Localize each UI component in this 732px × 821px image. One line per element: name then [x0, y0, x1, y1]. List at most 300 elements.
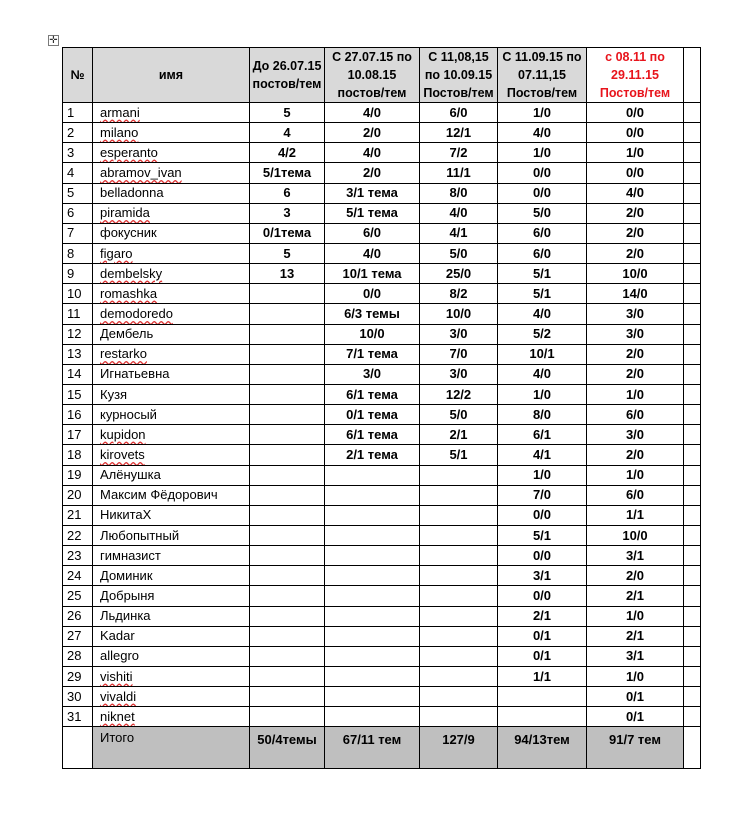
user-name: [93, 666, 250, 686]
period-5-value: 2/0: [587, 243, 684, 263]
table-row: [63, 465, 701, 485]
table-row: [63, 103, 701, 123]
period-5-value: 0/1: [587, 707, 684, 727]
total-period-4: 94/13тем: [498, 727, 587, 769]
period-4-value: 4/1: [498, 445, 587, 465]
user-name: [93, 707, 250, 727]
total-row: [63, 727, 701, 769]
period-4-value: 10/1: [498, 344, 587, 364]
row-number: 15: [63, 384, 93, 404]
period-2-value: 2/0: [325, 123, 420, 143]
extra-cell: [684, 465, 701, 485]
period-1-value: [250, 425, 325, 445]
period-3-value: 6/0: [420, 103, 498, 123]
period-5-value: 2/0: [587, 445, 684, 465]
period-3-value: [420, 525, 498, 545]
extra-cell: [684, 405, 701, 425]
extra-cell: [684, 586, 701, 606]
row-number: 6: [63, 203, 93, 223]
period-1-value: [250, 324, 325, 344]
period-2-value: 7/1 тема: [325, 344, 420, 364]
row-number: 7: [63, 223, 93, 243]
user-name-text: kirovets: [100, 446, 145, 462]
period-3-value: 10/0: [420, 304, 498, 324]
period-5-value: 10/0: [587, 525, 684, 545]
extra-cell: [684, 264, 701, 284]
table-row: [63, 405, 701, 425]
period-3-value: 2/1: [420, 425, 498, 445]
period-2-value: 5/1 тема: [325, 203, 420, 223]
period-4-value: 3/1: [498, 566, 587, 586]
row-number: 22: [63, 525, 93, 545]
period-4-value: 2/1: [498, 606, 587, 626]
period-2-value: [325, 687, 420, 707]
period-4-value: 4/0: [498, 364, 587, 384]
table-move-handle-icon[interactable]: ✛: [49, 35, 58, 46]
period-1-value: [250, 525, 325, 545]
table-row: [63, 445, 701, 465]
total-period-5: 91/7 тем: [587, 727, 684, 769]
period-3-value: [420, 646, 498, 666]
table-row: [63, 384, 701, 404]
period-5-value: 0/1: [587, 687, 684, 707]
table-row: [63, 344, 701, 364]
period-5-value: 3/0: [587, 425, 684, 445]
row-number: 3: [63, 143, 93, 163]
row-number: 28: [63, 646, 93, 666]
period-3-value: 4/0: [420, 203, 498, 223]
period-4-value: 0/0: [498, 586, 587, 606]
period-1-value: [250, 364, 325, 384]
period-5-value: 1/0: [587, 666, 684, 686]
user-name: Доминик: [93, 566, 250, 586]
period-2-value: [325, 546, 420, 566]
total-period-3: 127/9: [420, 727, 498, 769]
header-period-4: С 11.09.15 по 07.11,15 Постов/тем: [498, 48, 587, 103]
period-2-value: 4/0: [325, 243, 420, 263]
table-row: [63, 666, 701, 686]
period-4-value: 0/1: [498, 626, 587, 646]
table-row: [63, 425, 701, 445]
period-1-value: [250, 505, 325, 525]
period-3-value: 5/1: [420, 445, 498, 465]
period-1-value: 5: [250, 103, 325, 123]
total-period-1: 50/4темы: [250, 727, 325, 769]
period-5-value: 3/0: [587, 324, 684, 344]
extra-cell: [684, 646, 701, 666]
row-number: 23: [63, 546, 93, 566]
row-number: 25: [63, 586, 93, 606]
period-5-value: 2/1: [587, 586, 684, 606]
period-4-value: 7/0: [498, 485, 587, 505]
period-2-value: 0/1 тема: [325, 405, 420, 425]
row-number: 4: [63, 163, 93, 183]
period-3-value: [420, 687, 498, 707]
period-2-value: 2/1 тема: [325, 445, 420, 465]
row-number: 26: [63, 606, 93, 626]
period-5-value: 3/1: [587, 646, 684, 666]
user-name: [93, 243, 250, 263]
table-row: [63, 546, 701, 566]
user-name: [93, 284, 250, 304]
extra-cell: [684, 183, 701, 203]
user-name: [93, 143, 250, 163]
user-name-text: milano: [100, 124, 139, 140]
period-1-value: 4: [250, 123, 325, 143]
period-4-value: 5/0: [498, 203, 587, 223]
period-5-value: 6/0: [587, 485, 684, 505]
period-5-value: 2/0: [587, 364, 684, 384]
period-4-value: 5/2: [498, 324, 587, 344]
period-5-value: 10/0: [587, 264, 684, 284]
table-row: [63, 364, 701, 384]
period-4-value: 1/1: [498, 666, 587, 686]
user-name: [93, 445, 250, 465]
total-label: Итого: [93, 727, 250, 769]
header-number: №: [63, 48, 93, 103]
table-row: [63, 203, 701, 223]
extra-cell: [684, 525, 701, 545]
period-1-value: [250, 445, 325, 465]
period-2-value: 6/0: [325, 223, 420, 243]
period-3-value: 11/1: [420, 163, 498, 183]
user-name: [93, 304, 250, 324]
user-name: [93, 264, 250, 284]
period-2-value: 6/1 тема: [325, 425, 420, 445]
period-3-value: [420, 546, 498, 566]
row-number: 16: [63, 405, 93, 425]
period-3-value: 8/0: [420, 183, 498, 203]
user-name: [93, 344, 250, 364]
period-5-value: 14/0: [587, 284, 684, 304]
period-4-value: 5/1: [498, 264, 587, 284]
period-3-value: 12/1: [420, 123, 498, 143]
extra-cell: [684, 384, 701, 404]
extra-cell: [684, 243, 701, 263]
period-1-value: [250, 384, 325, 404]
extra-cell: [684, 546, 701, 566]
header-period-2: С 27.07.15 по 10.08.15 постов/тем: [325, 48, 420, 103]
period-4-value: 8/0: [498, 405, 587, 425]
table-row: [63, 163, 701, 183]
period-4-value: 4/0: [498, 123, 587, 143]
posts-table: [62, 47, 701, 769]
extra-cell: [684, 707, 701, 727]
period-5-value: 1/0: [587, 384, 684, 404]
period-5-value: 0/0: [587, 123, 684, 143]
period-3-value: [420, 485, 498, 505]
row-number: 9: [63, 264, 93, 284]
user-name-text: demodoredo: [100, 305, 173, 321]
period-4-value: 0/0: [498, 163, 587, 183]
period-3-value: 5/0: [420, 243, 498, 263]
period-3-value: 7/2: [420, 143, 498, 163]
period-1-value: 6: [250, 183, 325, 203]
user-name: [93, 163, 250, 183]
extra-cell: [684, 203, 701, 223]
period-5-value: 3/0: [587, 304, 684, 324]
period-2-value: 6/1 тема: [325, 384, 420, 404]
extra-cell: [684, 364, 701, 384]
period-4-value: [498, 687, 587, 707]
period-2-value: [325, 606, 420, 626]
period-4-value: 5/1: [498, 525, 587, 545]
period-4-value: 4/0: [498, 304, 587, 324]
row-number: 30: [63, 687, 93, 707]
user-name-text: niknet: [100, 708, 135, 724]
period-5-value: 6/0: [587, 405, 684, 425]
period-2-value: [325, 626, 420, 646]
user-name: Кузя: [93, 384, 250, 404]
header-name: имя: [93, 48, 250, 103]
user-name: [93, 123, 250, 143]
period-3-value: 12/2: [420, 384, 498, 404]
user-name-text: romashka: [100, 285, 158, 301]
period-2-value: [325, 646, 420, 666]
table-row: [63, 143, 701, 163]
user-name: Игнатьевна: [93, 364, 250, 384]
user-name: Алёнушка: [93, 465, 250, 485]
period-1-value: [250, 646, 325, 666]
period-3-value: [420, 465, 498, 485]
period-2-value: [325, 505, 420, 525]
period-5-value: 1/1: [587, 505, 684, 525]
user-name: [93, 425, 250, 445]
header-period-3: С 11,08,15 по 10.09.15 Постов/тем: [420, 48, 498, 103]
row-number: 31: [63, 707, 93, 727]
period-5-value: 0/0: [587, 103, 684, 123]
period-5-value: 4/0: [587, 183, 684, 203]
user-name: allegro: [93, 646, 250, 666]
period-5-value: 0/0: [587, 163, 684, 183]
table-row: [63, 505, 701, 525]
table-row: [63, 606, 701, 626]
row-number: 10: [63, 284, 93, 304]
header-period-1: До 26.07.15 постов/тем: [250, 48, 325, 103]
period-4-value: 0/0: [498, 183, 587, 203]
period-1-value: [250, 405, 325, 425]
table-row: [63, 707, 701, 727]
period-1-value: [250, 485, 325, 505]
period-3-value: 3/0: [420, 364, 498, 384]
period-1-value: [250, 344, 325, 364]
period-2-value: [325, 566, 420, 586]
user-name: фокусник: [93, 223, 250, 243]
user-name-text: figaro: [100, 245, 133, 261]
extra-cell: [684, 143, 701, 163]
user-name: belladonna: [93, 183, 250, 203]
period-1-value: 5: [250, 243, 325, 263]
row-number: 24: [63, 566, 93, 586]
period-3-value: 4/1: [420, 223, 498, 243]
user-name: [93, 103, 250, 123]
period-4-value: 1/0: [498, 143, 587, 163]
period-1-value: [250, 687, 325, 707]
total-period-2: 67/11 тем: [325, 727, 420, 769]
extra-cell: [684, 445, 701, 465]
user-name-text: dembelsky: [100, 265, 163, 281]
row-number: 19: [63, 465, 93, 485]
table-row: [63, 223, 701, 243]
extra-cell: [684, 103, 701, 123]
period-2-value: 3/0: [325, 364, 420, 384]
header-extra: [684, 48, 701, 103]
period-1-value: [250, 465, 325, 485]
period-1-value: 3: [250, 203, 325, 223]
extra-cell: [684, 566, 701, 586]
period-1-value: 13: [250, 264, 325, 284]
period-3-value: 3/0: [420, 324, 498, 344]
extra-cell: [684, 425, 701, 445]
period-5-value: 2/0: [587, 566, 684, 586]
user-name: Максим Фёдорович: [93, 485, 250, 505]
table-row: [63, 626, 701, 646]
table-row: [63, 525, 701, 545]
extra-cell: [684, 304, 701, 324]
period-1-value: [250, 707, 325, 727]
period-3-value: 8/2: [420, 284, 498, 304]
period-2-value: [325, 666, 420, 686]
row-number: 12: [63, 324, 93, 344]
row-number: 1: [63, 103, 93, 123]
period-4-value: 1/0: [498, 465, 587, 485]
period-1-value: [250, 284, 325, 304]
period-4-value: 6/0: [498, 243, 587, 263]
period-2-value: 2/0: [325, 163, 420, 183]
total-number-cell: [63, 727, 93, 769]
period-4-value: 6/0: [498, 223, 587, 243]
period-5-value: 2/1: [587, 626, 684, 646]
extra-cell: [684, 666, 701, 686]
period-3-value: [420, 586, 498, 606]
period-4-value: 5/1: [498, 284, 587, 304]
extra-cell: [684, 123, 701, 143]
period-3-value: [420, 606, 498, 626]
period-2-value: [325, 525, 420, 545]
user-name-text: abramov_ivan: [100, 164, 182, 180]
period-1-value: [250, 586, 325, 606]
period-2-value: 4/0: [325, 103, 420, 123]
extra-cell: [684, 324, 701, 344]
row-number: 13: [63, 344, 93, 364]
period-2-value: 10/0: [325, 324, 420, 344]
extra-cell: [684, 626, 701, 646]
row-number: 11: [63, 304, 93, 324]
user-name-text: restarko: [100, 346, 147, 362]
period-2-value: [325, 465, 420, 485]
extra-cell: [684, 505, 701, 525]
table-row: [63, 304, 701, 324]
period-5-value: 2/0: [587, 203, 684, 223]
period-3-value: [420, 626, 498, 646]
period-1-value: [250, 566, 325, 586]
user-name: Любопытный: [93, 525, 250, 545]
period-2-value: 0/0: [325, 284, 420, 304]
period-4-value: 1/0: [498, 384, 587, 404]
period-1-value: [250, 606, 325, 626]
table-row: [63, 485, 701, 505]
user-name: курносый: [93, 405, 250, 425]
period-1-value: 4/2: [250, 143, 325, 163]
period-3-value: [420, 566, 498, 586]
period-2-value: [325, 586, 420, 606]
user-name: [93, 203, 250, 223]
extra-cell: [684, 485, 701, 505]
period-5-value: 2/0: [587, 223, 684, 243]
period-4-value: 6/1: [498, 425, 587, 445]
user-name-text: kupidon: [100, 426, 146, 442]
period-1-value: 0/1тема: [250, 223, 325, 243]
period-1-value: [250, 546, 325, 566]
user-name-text: esperanto: [100, 144, 158, 160]
period-1-value: 5/1тема: [250, 163, 325, 183]
period-5-value: 1/0: [587, 606, 684, 626]
extra-cell: [684, 163, 701, 183]
user-name-text: vishiti: [100, 668, 133, 684]
table-row: [63, 586, 701, 606]
user-name-text: piramida: [100, 205, 150, 221]
period-4-value: 1/0: [498, 103, 587, 123]
period-4-value: [498, 707, 587, 727]
table-row: [63, 243, 701, 263]
row-number: 8: [63, 243, 93, 263]
header-period-5: с 08.11 по 29.11.15 Постов/тем: [587, 48, 684, 103]
period-2-value: [325, 707, 420, 727]
row-number: 20: [63, 485, 93, 505]
row-number: 27: [63, 626, 93, 646]
user-name-text: armani: [100, 104, 140, 120]
period-3-value: 25/0: [420, 264, 498, 284]
table-row: [63, 687, 701, 707]
period-2-value: 4/0: [325, 143, 420, 163]
period-4-value: 0/0: [498, 546, 587, 566]
period-5-value: 2/0: [587, 344, 684, 364]
period-3-value: 5/0: [420, 405, 498, 425]
user-name: [93, 687, 250, 707]
user-name: гимназист: [93, 546, 250, 566]
period-5-value: 3/1: [587, 546, 684, 566]
period-3-value: 7/0: [420, 344, 498, 364]
extra-cell: [684, 223, 701, 243]
row-number: 17: [63, 425, 93, 445]
user-name: Дембель: [93, 324, 250, 344]
period-2-value: 10/1 тема: [325, 264, 420, 284]
user-name: Kadar: [93, 626, 250, 646]
table-row: [63, 646, 701, 666]
period-1-value: [250, 666, 325, 686]
period-1-value: [250, 626, 325, 646]
extra-cell: [684, 606, 701, 626]
user-name: НикитаХ: [93, 505, 250, 525]
period-5-value: 1/0: [587, 465, 684, 485]
period-1-value: [250, 304, 325, 324]
table-row: [63, 264, 701, 284]
table-row: [63, 183, 701, 203]
table-row: [63, 566, 701, 586]
period-4-value: 0/0: [498, 505, 587, 525]
period-5-value: 1/0: [587, 143, 684, 163]
period-2-value: 3/1 тема: [325, 183, 420, 203]
row-number: 21: [63, 505, 93, 525]
user-name: Добрыня: [93, 586, 250, 606]
table-row: [63, 284, 701, 304]
table-row: [63, 123, 701, 143]
period-3-value: [420, 505, 498, 525]
total-extra-cell: [684, 727, 701, 769]
row-number: 5: [63, 183, 93, 203]
header-row: [63, 48, 701, 103]
row-number: 29: [63, 666, 93, 686]
